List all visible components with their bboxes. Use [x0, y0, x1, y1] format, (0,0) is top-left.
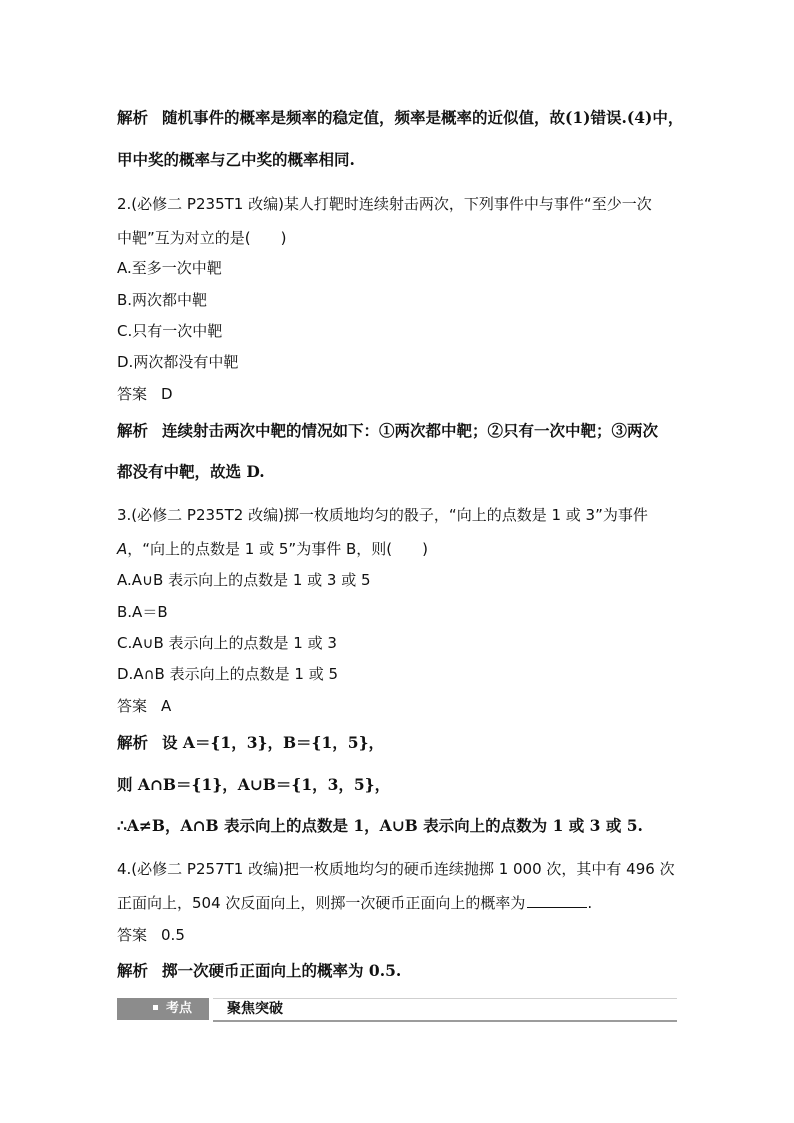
answer-value: D	[161, 385, 173, 403]
question-2-option-a: A.至多一次中靶	[117, 259, 222, 277]
question-2-stem-line-1: 2.(必修二 P235T1 改编)某人打靶时连续射击两次，下列事件中与事件“至少一次	[117, 195, 652, 213]
question-2-option-c: C.只有一次中靶	[117, 322, 223, 340]
banner-tag	[117, 998, 209, 1020]
stem-text: 正面向上，504 次反面向上，则掷一次硬币正面向上的概率为	[117, 894, 526, 912]
answer-label: 答案	[117, 697, 148, 715]
question-3-stem-line-2	[117, 539, 428, 559]
analysis-text: 设 A＝{1，3}，B＝{1，5}，	[162, 733, 385, 752]
analysis-label: 解析	[117, 734, 149, 752]
analysis-1-line-2: 甲中奖的概率与乙中奖的概率相同.	[117, 150, 355, 169]
analysis-text: 连续射击两次中靶的情况如下：①两次都中靶；②只有一次中靶；③两次	[162, 421, 659, 440]
question-4-stem-line-1: 4.(必修二 P257T1 改编)把一枚质地均匀的硬币连续抛掷 1 000 次，其中有 496 次	[117, 860, 675, 878]
banner-tag-text: 考点	[166, 1001, 193, 1016]
question-3-stem-line-1: 3.(必修二 P235T2 改编)掷一枚质地均匀的骰子，“向上的点数是 1 或 3”为事件	[117, 506, 648, 524]
question-2-stem-line-2: 中靶”互为对立的是( )	[117, 229, 287, 247]
square-bullet-icon	[153, 1005, 158, 1010]
answer-value: 0.5	[161, 926, 185, 944]
answer-value: A	[161, 697, 172, 715]
event-a-var: A	[117, 540, 128, 558]
question-3-option-d: D.A∩B 表示向上的点数是 1 或 5	[117, 665, 339, 683]
question-2-option-b: B.两次都中靶	[117, 291, 208, 309]
question-3-option-c: C.A∪B 表示向上的点数是 1 或 3	[117, 634, 337, 652]
analysis-label: 解析	[117, 422, 149, 440]
question-2-option-d: D.两次都没有中靶	[117, 353, 239, 371]
banner-title: 聚焦突破	[213, 998, 677, 1022]
stem-end: .	[587, 894, 593, 912]
question-3-analysis-line-1	[117, 733, 384, 753]
stem-text: ，“向上的点数是 1 或 5”为事件 B，则( )	[127, 540, 428, 558]
question-2-analysis-line-2: 都没有中靶，故选 D.	[117, 462, 265, 481]
section-banner	[117, 998, 677, 1020]
question-4-analysis	[117, 961, 401, 981]
question-3-answer	[117, 696, 171, 716]
analysis-text: 随机事件的概率是频率的稳定值，频率是概率的近似值，故(1)错误.(4)中，	[162, 108, 684, 127]
question-3-analysis-line-2: 则 A∩B＝{1}，A∪B＝{1，3，5}，	[117, 775, 391, 794]
analysis-text: 掷一次硬币正面向上的概率为 0.5.	[162, 961, 402, 980]
question-3-option-a: A.A∪B 表示向上的点数是 1 或 3 或 5	[117, 571, 371, 589]
question-4-stem-line-2	[117, 893, 592, 913]
analysis-1-line-1	[117, 108, 683, 128]
answer-label: 答案	[117, 385, 148, 403]
analysis-label: 解析	[117, 962, 149, 980]
answer-blank	[527, 893, 587, 908]
question-2-analysis-line-1	[117, 421, 658, 441]
question-3-analysis-line-3: ∴A≠B，A∩B 表示向上的点数是 1，A∪B 表示向上的点数为 1 或 3 或 5.	[117, 816, 643, 835]
question-2-answer	[117, 384, 173, 404]
question-4-answer	[117, 925, 185, 945]
analysis-label: 解析	[117, 109, 149, 127]
answer-label: 答案	[117, 926, 148, 944]
question-3-option-b: B.A＝B	[117, 603, 168, 621]
